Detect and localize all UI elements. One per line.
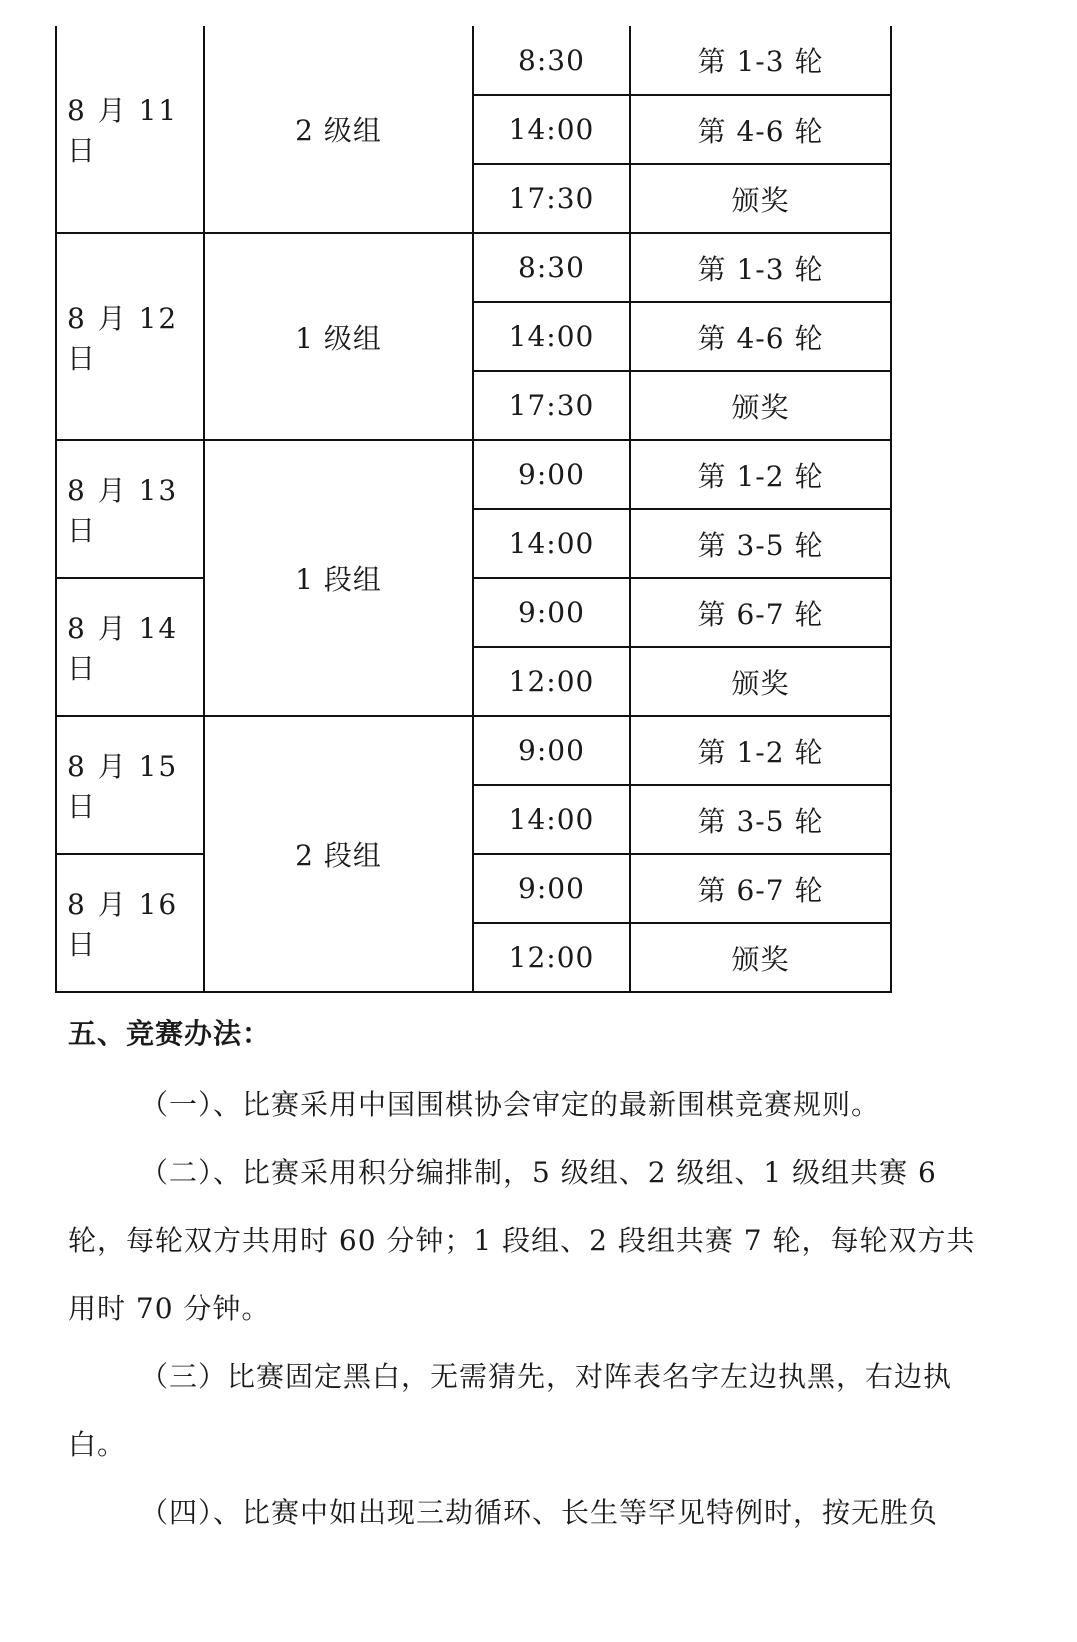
table-row bbox=[56, 716, 891, 785]
event-cell: 第 3-5 轮 bbox=[630, 509, 891, 578]
group-cell: 2 段组 bbox=[204, 716, 473, 992]
time-cell: 12:00 bbox=[473, 647, 630, 716]
event-cell: 第 4-6 轮 bbox=[630, 95, 891, 164]
time-cell: 8:30 bbox=[473, 26, 630, 95]
time-cell: 12:00 bbox=[473, 923, 630, 992]
date-cell: 8 月 11 日 bbox=[56, 26, 204, 233]
time-cell: 9:00 bbox=[473, 578, 630, 647]
paragraph-line: （三）比赛固定黑白，无需猜先，对阵表名字左边执黑，右边执 bbox=[140, 1360, 953, 1393]
time-cell: 9:00 bbox=[473, 716, 630, 785]
event-cell: 第 1-3 轮 bbox=[630, 233, 891, 302]
event-cell: 第 6-7 轮 bbox=[630, 578, 891, 647]
time-cell: 9:00 bbox=[473, 440, 630, 509]
event-cell: 颁奖 bbox=[630, 164, 891, 233]
table-row bbox=[56, 26, 891, 95]
event-cell: 第 1-3 轮 bbox=[630, 26, 891, 95]
event-cell: 第 1-2 轮 bbox=[630, 716, 891, 785]
paragraph-line: 白。 bbox=[68, 1428, 127, 1461]
event-cell: 第 6-7 轮 bbox=[630, 854, 891, 923]
date-cell: 8 月 16 日 bbox=[56, 854, 204, 992]
section-heading: 五、竞赛办法： bbox=[68, 1017, 272, 1050]
paragraph-line: （一）、比赛采用中国围棋协会审定的最新围棋竞赛规则。 bbox=[140, 1088, 881, 1121]
event-cell: 颁奖 bbox=[630, 647, 891, 716]
time-cell: 17:30 bbox=[473, 371, 630, 440]
event-cell: 颁奖 bbox=[630, 371, 891, 440]
time-cell: 17:30 bbox=[473, 164, 630, 233]
event-cell: 第 4-6 轮 bbox=[630, 302, 891, 371]
time-cell: 14:00 bbox=[473, 302, 630, 371]
group-cell: 2 级组 bbox=[204, 26, 473, 233]
paragraph-line: （四）、比赛中如出现三劫循环、长生等罕见特例时，按无胜负 bbox=[140, 1496, 939, 1529]
date-cell: 8 月 12 日 bbox=[56, 233, 204, 440]
table-row bbox=[56, 854, 891, 923]
group-cell: 1 段组 bbox=[204, 440, 473, 716]
time-cell: 14:00 bbox=[473, 95, 630, 164]
time-cell: 9:00 bbox=[473, 854, 630, 923]
time-cell: 8:30 bbox=[473, 233, 630, 302]
event-cell: 颁奖 bbox=[630, 923, 891, 992]
date-cell: 8 月 14 日 bbox=[56, 578, 204, 716]
date-cell: 8 月 15 日 bbox=[56, 716, 204, 854]
time-cell: 14:00 bbox=[473, 509, 630, 578]
time-cell: 14:00 bbox=[473, 785, 630, 854]
paragraph-line: （二）、比赛采用积分编排制，5 级组、2 级组、1 级组共赛 6 bbox=[140, 1156, 937, 1189]
table-row bbox=[56, 233, 891, 302]
schedule-table bbox=[55, 26, 892, 993]
table-row bbox=[56, 578, 891, 647]
table-row bbox=[56, 440, 891, 509]
paragraph-line: 用时 70 分钟。 bbox=[68, 1292, 271, 1325]
group-cell: 1 级组 bbox=[204, 233, 473, 440]
paragraph-line: 轮，每轮双方共用时 60 分钟；1 段组、2 段组共赛 7 轮，每轮双方共 bbox=[68, 1224, 976, 1257]
event-cell: 第 1-2 轮 bbox=[630, 440, 891, 509]
event-cell: 第 3-5 轮 bbox=[630, 785, 891, 854]
date-cell: 8 月 13 日 bbox=[56, 440, 204, 578]
